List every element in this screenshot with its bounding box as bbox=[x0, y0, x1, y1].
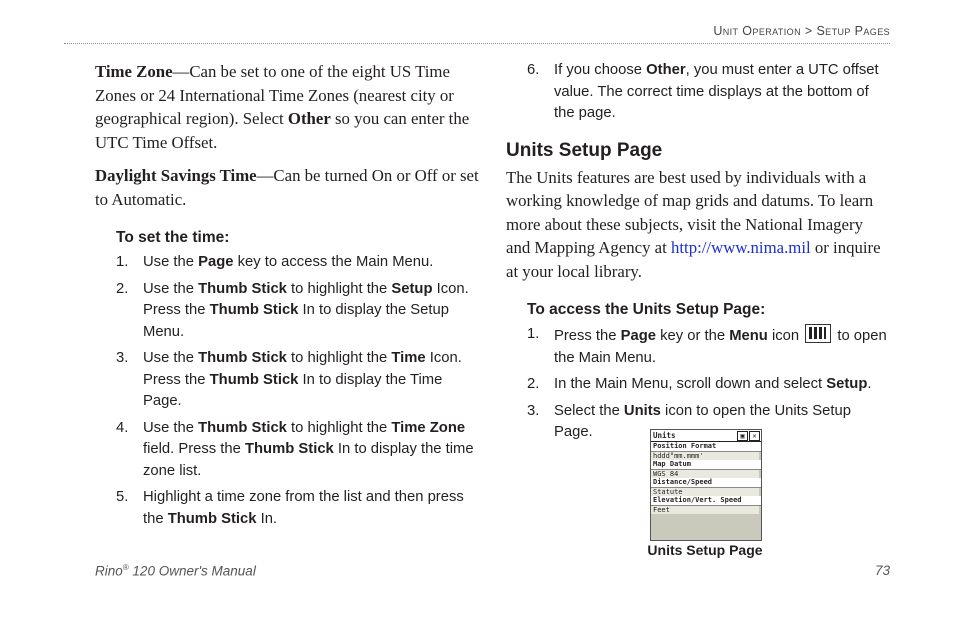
step-text: Icon. Press the bbox=[143, 350, 462, 388]
header-subsection: Setup Pages bbox=[816, 24, 890, 38]
step-bold-term: Thumb Stick bbox=[198, 419, 287, 436]
step-bold-term: Page bbox=[620, 328, 656, 344]
step-item bbox=[506, 324, 891, 369]
step-number: 4. bbox=[116, 419, 129, 436]
step-number: 1. bbox=[116, 254, 129, 270]
device-fields bbox=[651, 442, 761, 514]
step-bold-term: Page bbox=[198, 254, 234, 270]
left-column bbox=[95, 60, 480, 535]
running-header bbox=[713, 24, 890, 38]
step-bold-term: Setup bbox=[826, 376, 868, 392]
step-text: Highlight a time zone from the list and then press the bbox=[143, 489, 464, 527]
step-text: Use the bbox=[143, 280, 199, 297]
header-divider bbox=[64, 43, 890, 44]
step-item bbox=[95, 279, 480, 344]
time-zone-text-end: so you can enter the UTC Time Offset. bbox=[95, 109, 470, 152]
step-bold-term: Units bbox=[623, 402, 661, 419]
step-bold-term: Time bbox=[391, 350, 426, 366]
step-text: key to access the Main Menu. bbox=[233, 254, 434, 270]
time-zone-text: —Can be set to one of the eight US Time Zones or 24 International Time Zones (nearest city or geographical region). Select bbox=[95, 62, 454, 128]
footer-manual: 120 Owner's Manual bbox=[128, 563, 256, 579]
step-text: to highlight the bbox=[286, 419, 392, 436]
step-item bbox=[95, 487, 480, 530]
step-text: , you must enter a UTC offset value. The correct time displays at the bottom of the page. bbox=[554, 62, 879, 121]
header-separator: > bbox=[804, 24, 813, 38]
step-bold-term: Thumb Stick bbox=[198, 350, 287, 366]
footer-reg: ® bbox=[122, 563, 129, 572]
step-text: key or the bbox=[656, 328, 730, 344]
step-bold-term: Time Zone bbox=[391, 419, 466, 436]
step-text: In to display the Setup Menu. bbox=[143, 302, 449, 340]
set-time-steps bbox=[95, 252, 480, 530]
device-field-label: Map Datum bbox=[651, 460, 761, 470]
units-setup-screenshot bbox=[650, 429, 762, 541]
page-number: 73 bbox=[874, 563, 890, 578]
step-text: Icon. Press the bbox=[143, 280, 469, 318]
figure-caption: Units Setup Page bbox=[647, 542, 763, 558]
daylight-paragraph bbox=[95, 164, 480, 211]
units-section-title: Units Setup Page bbox=[506, 139, 663, 161]
close-icon: ✕ bbox=[749, 431, 760, 441]
footer-manual-title bbox=[95, 563, 256, 579]
menu-grid-icon bbox=[805, 324, 831, 343]
step-text: In. bbox=[256, 510, 278, 527]
step-number: 2. bbox=[527, 376, 540, 392]
step-bold-term: Thumb Stick bbox=[167, 510, 257, 527]
step-text: In to display the time zone list. bbox=[143, 441, 474, 479]
device-field-label: Elevation/Vert. Speed bbox=[651, 496, 761, 506]
units-intro-paragraph bbox=[506, 166, 891, 284]
step-item bbox=[506, 60, 891, 125]
step-number: 3. bbox=[527, 402, 540, 419]
device-field-label: Distance/Speed bbox=[651, 478, 761, 488]
time-zone-paragraph bbox=[95, 60, 480, 154]
step-text: Press the bbox=[554, 328, 621, 344]
step-number: 1. bbox=[527, 326, 540, 342]
step-text: Use the bbox=[143, 350, 199, 366]
right-column bbox=[506, 60, 891, 449]
access-units-steps bbox=[506, 324, 891, 444]
step-text: to highlight the bbox=[286, 280, 392, 297]
step-text: icon to open the Units Setup Page. bbox=[554, 402, 851, 440]
step-bold-term: Thumb Stick bbox=[198, 280, 287, 297]
time-zone-other: Other bbox=[287, 109, 331, 128]
daylight-term: Daylight Savings Time bbox=[95, 166, 257, 185]
units-intro-text: The Units features are best used by individuals with a working knowledge of map grids and datums. To learn more about these subjects, visit the National Imagery and Mapping Agency at bbox=[506, 167, 874, 257]
time-zone-term: Time Zone bbox=[95, 62, 173, 81]
step-text: If you choose bbox=[554, 62, 647, 78]
minimize-icon: ▣ bbox=[737, 431, 748, 441]
set-time-steps-continued bbox=[506, 60, 891, 125]
step-number: 2. bbox=[116, 280, 129, 297]
step-item bbox=[506, 374, 891, 396]
step-number: 6. bbox=[527, 62, 540, 78]
device-field-value: WGS 84 bbox=[651, 470, 759, 479]
step-bold-term: Setup bbox=[391, 280, 433, 297]
header-section: Unit Operation bbox=[713, 24, 801, 38]
step-text: to highlight the bbox=[286, 350, 392, 366]
step-text: . bbox=[867, 376, 872, 392]
step-bold-term: Thumb Stick bbox=[244, 441, 334, 457]
footer-product: Rino bbox=[95, 563, 123, 579]
step-text: to open the Main Menu. bbox=[554, 328, 887, 366]
step-bold-term: Other bbox=[646, 62, 686, 78]
step-bold-term: Thumb Stick bbox=[209, 302, 299, 318]
device-field-value: Feet bbox=[651, 506, 759, 515]
step-text: Use the bbox=[143, 254, 199, 270]
nima-link[interactable]: http://www.nima.mil bbox=[670, 238, 811, 257]
set-time-procedure-title: To set the time: bbox=[116, 229, 230, 246]
device-title: Units bbox=[653, 431, 676, 440]
step-item bbox=[95, 418, 480, 483]
device-title-bar bbox=[651, 430, 761, 442]
step-item bbox=[95, 348, 480, 413]
daylight-text: —Can be turned On or Off or set to Automatic. bbox=[95, 166, 479, 209]
step-text: field. Press the bbox=[143, 441, 245, 457]
step-number: 3. bbox=[116, 350, 129, 366]
step-text: Use the bbox=[143, 419, 199, 436]
step-text: icon bbox=[767, 328, 804, 344]
step-text: In to display the Time Page. bbox=[143, 371, 443, 409]
step-text: In the Main Menu, scroll down and select bbox=[554, 376, 827, 392]
step-number: 5. bbox=[116, 489, 129, 505]
step-bold-term: Menu bbox=[729, 328, 768, 344]
device-field-label: Position Format bbox=[651, 442, 761, 452]
step-bold-term: Thumb Stick bbox=[209, 371, 299, 388]
step-item bbox=[95, 252, 480, 274]
step-text: Select the bbox=[554, 402, 624, 419]
device-field-value: hddd°mm.mmm' bbox=[651, 452, 759, 461]
access-units-procedure-title: To access the Units Setup Page: bbox=[527, 301, 766, 318]
units-intro-text-end: or inquire at your local library. bbox=[506, 238, 881, 281]
device-field-value: Statute bbox=[651, 488, 759, 497]
